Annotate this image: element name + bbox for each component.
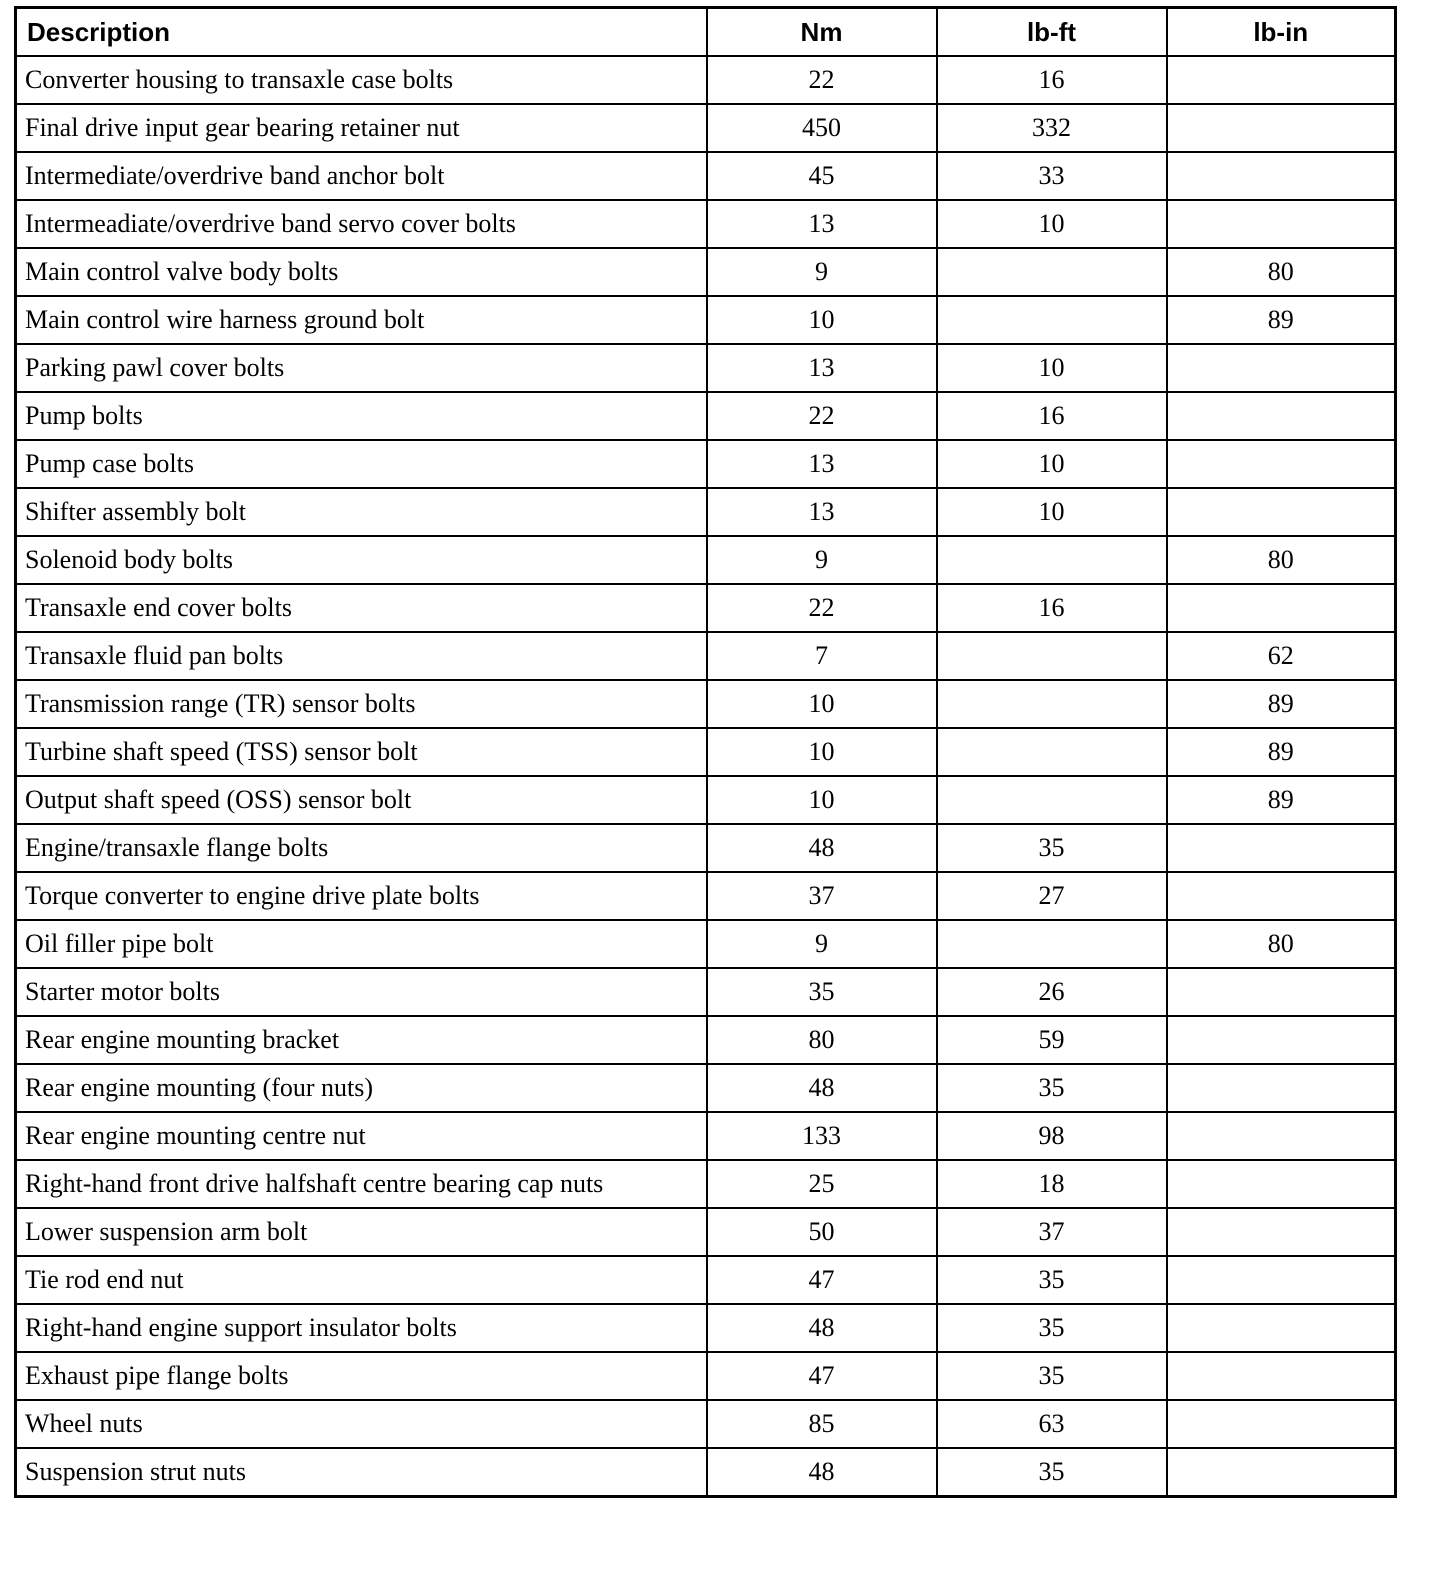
description-cell: Starter motor bolts [16, 968, 707, 1016]
description-cell: Shifter assembly bolt [16, 488, 707, 536]
table-row [16, 296, 1396, 344]
table-row [16, 1208, 1396, 1256]
lb-in-cell [1167, 968, 1396, 1016]
description-cell: Turbine shaft speed (TSS) sensor bolt [16, 728, 707, 776]
table-row [16, 344, 1396, 392]
lb-ft-cell: 35 [937, 824, 1167, 872]
header-lb-in: lb-in [1167, 8, 1396, 57]
nm-cell: 10 [707, 776, 937, 824]
lb-in-cell [1167, 1256, 1396, 1304]
nm-cell: 13 [707, 200, 937, 248]
description-cell: Exhaust pipe flange bolts [16, 1352, 707, 1400]
description-cell: Transmission range (TR) sensor bolts [16, 680, 707, 728]
nm-cell: 48 [707, 1064, 937, 1112]
nm-cell: 48 [707, 824, 937, 872]
nm-cell: 48 [707, 1448, 937, 1497]
table-row [16, 536, 1396, 584]
table-row [16, 728, 1396, 776]
table-row [16, 440, 1396, 488]
lb-ft-cell: 35 [937, 1304, 1167, 1352]
description-cell: Main control valve body bolts [16, 248, 707, 296]
lb-ft-cell [937, 728, 1167, 776]
lb-ft-cell [937, 920, 1167, 968]
lb-in-cell: 80 [1167, 920, 1396, 968]
lb-in-cell [1167, 200, 1396, 248]
description-cell: Engine/transaxle flange bolts [16, 824, 707, 872]
table-row [16, 920, 1396, 968]
nm-cell: 80 [707, 1016, 937, 1064]
nm-cell: 47 [707, 1256, 937, 1304]
lb-in-cell [1167, 488, 1396, 536]
table-row [16, 632, 1396, 680]
lb-ft-cell: 27 [937, 872, 1167, 920]
nm-cell: 22 [707, 56, 937, 104]
lb-in-cell [1167, 440, 1396, 488]
nm-cell: 35 [707, 968, 937, 1016]
lb-in-cell [1167, 56, 1396, 104]
nm-cell: 37 [707, 872, 937, 920]
nm-cell: 450 [707, 104, 937, 152]
lb-ft-cell: 10 [937, 440, 1167, 488]
table-row [16, 392, 1396, 440]
description-cell: Oil filler pipe bolt [16, 920, 707, 968]
lb-in-cell: 89 [1167, 728, 1396, 776]
lb-ft-cell: 16 [937, 584, 1167, 632]
lb-ft-cell: 16 [937, 56, 1167, 104]
nm-cell: 50 [707, 1208, 937, 1256]
lb-ft-cell [937, 296, 1167, 344]
table-row [16, 248, 1396, 296]
nm-cell: 9 [707, 248, 937, 296]
description-cell: Transaxle end cover bolts [16, 584, 707, 632]
nm-cell: 13 [707, 440, 937, 488]
description-cell: Final drive input gear bearing retainer nut [16, 104, 707, 152]
nm-cell: 133 [707, 1112, 937, 1160]
table-row [16, 200, 1396, 248]
lb-in-cell: 80 [1167, 248, 1396, 296]
description-cell: Tie rod end nut [16, 1256, 707, 1304]
table-row [16, 1064, 1396, 1112]
lb-in-cell [1167, 152, 1396, 200]
description-cell: Output shaft speed (OSS) sensor bolt [16, 776, 707, 824]
description-cell: Transaxle fluid pan bolts [16, 632, 707, 680]
lb-ft-cell: 10 [937, 488, 1167, 536]
lb-ft-cell [937, 536, 1167, 584]
lb-in-cell [1167, 1016, 1396, 1064]
lb-ft-cell: 63 [937, 1400, 1167, 1448]
lb-in-cell [1167, 392, 1396, 440]
description-cell: Torque converter to engine drive plate bolts [16, 872, 707, 920]
lb-in-cell [1167, 1208, 1396, 1256]
description-cell: Right-hand front drive halfshaft centre bearing cap nuts [16, 1160, 707, 1208]
description-cell: Pump bolts [16, 392, 707, 440]
nm-cell: 25 [707, 1160, 937, 1208]
table-row [16, 1352, 1396, 1400]
header-description: Description [16, 8, 707, 57]
lb-ft-cell: 26 [937, 968, 1167, 1016]
lb-in-cell: 89 [1167, 296, 1396, 344]
table-row [16, 776, 1396, 824]
description-cell: Rear engine mounting (four nuts) [16, 1064, 707, 1112]
lb-in-cell [1167, 1400, 1396, 1448]
table-row [16, 152, 1396, 200]
lb-in-cell [1167, 344, 1396, 392]
lb-ft-cell: 10 [937, 344, 1167, 392]
description-cell: Solenoid body bolts [16, 536, 707, 584]
nm-cell: 22 [707, 584, 937, 632]
lb-ft-cell [937, 680, 1167, 728]
lb-in-cell [1167, 584, 1396, 632]
table-row [16, 56, 1396, 104]
table-row [16, 1016, 1396, 1064]
lb-in-cell: 89 [1167, 680, 1396, 728]
table-row [16, 680, 1396, 728]
description-cell: Parking pawl cover bolts [16, 344, 707, 392]
lb-ft-cell: 10 [937, 200, 1167, 248]
lb-ft-cell: 59 [937, 1016, 1167, 1064]
description-cell: Right-hand engine support insulator bolts [16, 1304, 707, 1352]
description-cell: Pump case bolts [16, 440, 707, 488]
description-cell: Converter housing to transaxle case bolts [16, 56, 707, 104]
nm-cell: 9 [707, 536, 937, 584]
lb-in-cell [1167, 1064, 1396, 1112]
nm-cell: 45 [707, 152, 937, 200]
lb-in-cell [1167, 104, 1396, 152]
lb-in-cell [1167, 1160, 1396, 1208]
nm-cell: 13 [707, 488, 937, 536]
nm-cell: 7 [707, 632, 937, 680]
lb-in-cell [1167, 1304, 1396, 1352]
table-row [16, 872, 1396, 920]
lb-ft-cell [937, 632, 1167, 680]
table-row [16, 824, 1396, 872]
lb-ft-cell: 18 [937, 1160, 1167, 1208]
table-row [16, 1448, 1396, 1497]
table-row [16, 1256, 1396, 1304]
lb-ft-cell: 16 [937, 392, 1167, 440]
description-cell: Wheel nuts [16, 1400, 707, 1448]
description-cell: Suspension strut nuts [16, 1448, 707, 1497]
lb-in-cell: 80 [1167, 536, 1396, 584]
description-cell: Intermediate/overdrive band anchor bolt [16, 152, 707, 200]
lb-in-cell [1167, 1448, 1396, 1497]
header-lb-ft: lb-ft [937, 8, 1167, 57]
lb-in-cell [1167, 824, 1396, 872]
lb-ft-cell [937, 776, 1167, 824]
header-nm: Nm [707, 8, 937, 57]
torque-spec-table [14, 6, 1397, 1498]
nm-cell: 10 [707, 680, 937, 728]
lb-in-cell [1167, 1112, 1396, 1160]
lb-ft-cell: 35 [937, 1064, 1167, 1112]
lb-ft-cell: 33 [937, 152, 1167, 200]
lb-ft-cell: 35 [937, 1352, 1167, 1400]
nm-cell: 13 [707, 344, 937, 392]
table-row [16, 968, 1396, 1016]
table-body [16, 56, 1396, 1497]
nm-cell: 22 [707, 392, 937, 440]
table-row [16, 1112, 1396, 1160]
table-row [16, 1160, 1396, 1208]
lb-ft-cell: 37 [937, 1208, 1167, 1256]
nm-cell: 48 [707, 1304, 937, 1352]
description-cell: Intermeadiate/overdrive band servo cover bolts [16, 200, 707, 248]
nm-cell: 10 [707, 728, 937, 776]
nm-cell: 10 [707, 296, 937, 344]
lb-in-cell [1167, 872, 1396, 920]
nm-cell: 85 [707, 1400, 937, 1448]
lb-ft-cell: 98 [937, 1112, 1167, 1160]
lb-ft-cell: 332 [937, 104, 1167, 152]
table-row [16, 488, 1396, 536]
lb-in-cell: 62 [1167, 632, 1396, 680]
table-row [16, 1400, 1396, 1448]
lb-in-cell [1167, 1352, 1396, 1400]
lb-ft-cell: 35 [937, 1448, 1167, 1497]
nm-cell: 47 [707, 1352, 937, 1400]
table-row [16, 104, 1396, 152]
table-row [16, 584, 1396, 632]
header-row [16, 8, 1396, 57]
lb-ft-cell: 35 [937, 1256, 1167, 1304]
description-cell: Rear engine mounting centre nut [16, 1112, 707, 1160]
description-cell: Main control wire harness ground bolt [16, 296, 707, 344]
table-row [16, 1304, 1396, 1352]
lb-in-cell: 89 [1167, 776, 1396, 824]
lb-ft-cell [937, 248, 1167, 296]
description-cell: Lower suspension arm bolt [16, 1208, 707, 1256]
nm-cell: 9 [707, 920, 937, 968]
description-cell: Rear engine mounting bracket [16, 1016, 707, 1064]
